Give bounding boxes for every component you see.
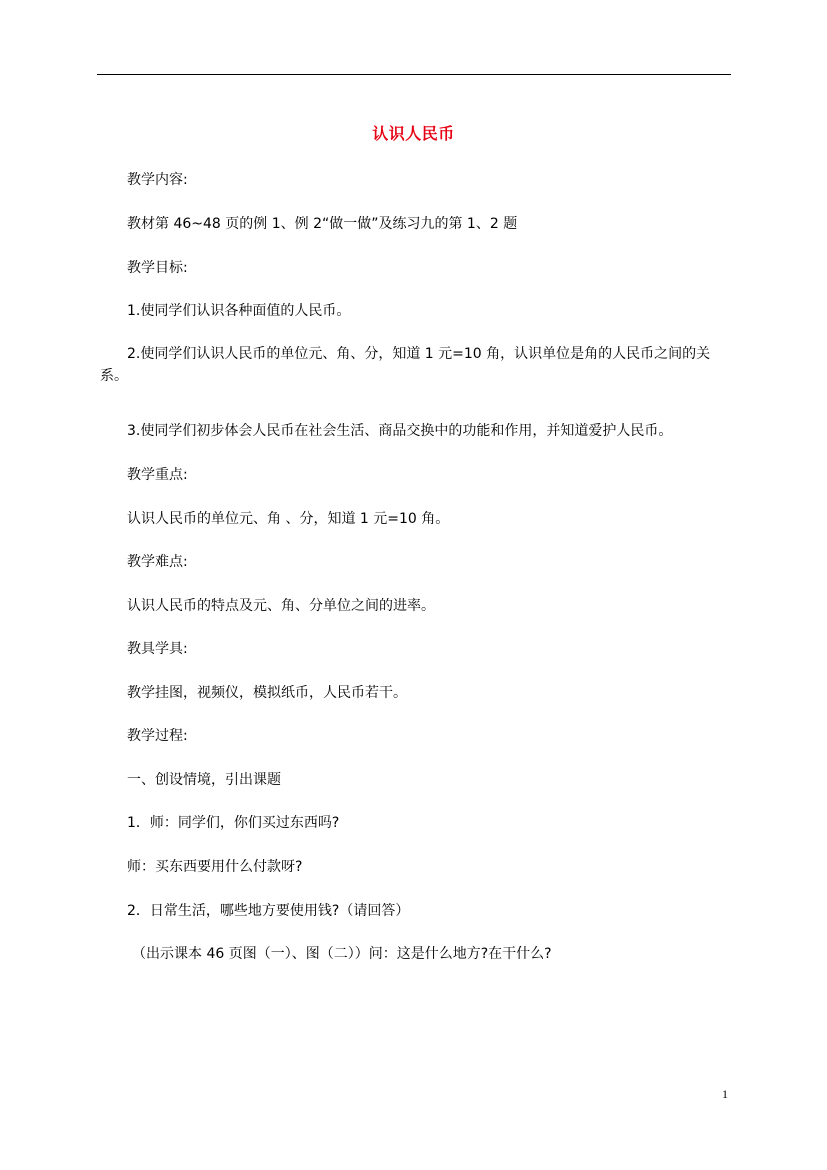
section-heading-content: 教学内容: (127, 172, 188, 188)
section-heading-materials: 教具学具: (127, 641, 188, 657)
section-heading-key-points: 教学重点: (127, 467, 188, 483)
section-heading-difficulties: 教学难点: (127, 554, 188, 570)
objective-1: 1.使同学们认识各种面值的人民币。 (127, 303, 351, 319)
process-question-2: 师：买东西要用什么付款呀? (127, 859, 303, 875)
process-question-4: （出示课本 46 页图（一）、图（二））问：这是什么地方?在干什么? (132, 946, 552, 962)
process-question-1: 1．师：同学们，你们买过东西吗? (127, 815, 340, 831)
process-step-heading: 一、创设情境，引出课题 (127, 772, 281, 788)
content-text: 教材第 46~48 页的例 1、例 2“做一做”及练习九的第 1、2 题 (127, 216, 518, 232)
document-title: 认识人民币 (372, 124, 455, 143)
page-number: 1 (722, 1087, 728, 1101)
objective-3: 3.使同学们初步体会人民币在社会生活、商品交换中的功能和作用，并知道爱护人民币。 (127, 423, 673, 439)
header-rule (97, 74, 731, 75)
materials-text: 教学挂图，视频仪，模拟纸币，人民币若干。 (127, 685, 407, 701)
section-heading-process: 教学过程: (127, 728, 188, 744)
key-points-text: 认识人民币的单位元、角 、分，知道 1 元=10 角。 (127, 511, 450, 527)
objective-2: 2.使同学们认识人民币的单位元、角、分，知道 1 元=10 角，认识单位是角的人民币之间的关系。 (100, 346, 711, 384)
difficulties-text: 认识人民币的特点及元、角、分单位之间的进率。 (127, 598, 435, 614)
process-question-3: 2．日常生活，哪些地方要使用钱?（请回答） (127, 903, 410, 919)
section-heading-objectives: 教学目标: (127, 260, 188, 276)
